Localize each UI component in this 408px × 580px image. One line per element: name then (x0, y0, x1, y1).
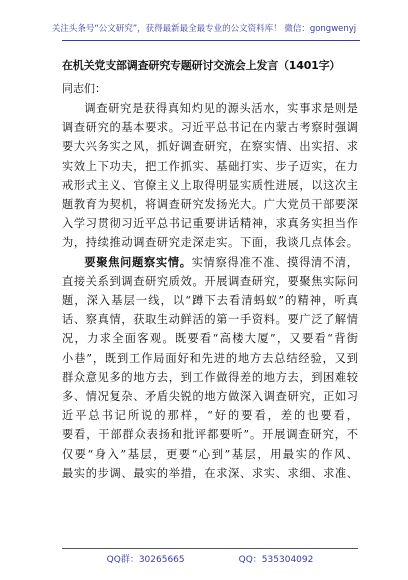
paragraph-2-line: 群众意见多的地方去，到工作做得差的地方去，到困难较 (62, 370, 358, 384)
footer-qq: QQ：535304092 (238, 555, 314, 565)
paragraph-2-line: 直接关系到调查研究质效。开展调查研究，要聚焦实际问 (62, 274, 358, 288)
paragraph-1-line: 实效上下功夫，把工作抓实、基础打实、步子迈实，在力 (62, 159, 358, 173)
document-title: 在机关党支部调查研究专题研讨交流会上发言（1401字） (62, 59, 341, 72)
paragraph-1-line: 调查研究是获得真知灼见的源头活水，实事求是则是 (84, 102, 358, 115)
paragraph-1-line: 要大兴务实之风，抓好调查研究，在察实情、出实招、求 (62, 140, 358, 154)
paragraph-2-first-line (62, 253, 358, 272)
paragraph-2-line: 多、情况复杂、矛盾尖锐的地方做深入调查研究，正如习 (62, 390, 358, 404)
header-note: 关注头条号“公文研究”，获得最新最全最专业的公文资料库！ 微信：gongwenyj (51, 24, 357, 34)
salutation: 同志们： (62, 82, 106, 95)
paragraph-2-line: 仅要“身入”基层，更要“心到”基层，用最实的作风、 (62, 447, 358, 461)
body-text (62, 99, 358, 483)
paragraph-1-line: 戒形式主义、官僚主义上取得明显实质性进展，以这次主 (62, 178, 358, 192)
paragraph-2-line: 实情察得准不准、摸得清不清， (191, 255, 358, 269)
paragraph-2-line: 最实的步调、最实的举措，在求深、求实、求细、求准、 (62, 466, 358, 480)
paragraph-2-line: 近平总书记所说的那样，“好的要看，差的也要看， (62, 409, 358, 423)
paragraph-2-line: 小巷”，既到工作局面好和先进的地方去总结经验，又到 (62, 351, 358, 365)
footer-contact (62, 548, 358, 565)
paragraph-2-line: 题，深入基层一线，以“蹲下去看清蚂蚁”的精神，听真 (62, 294, 358, 308)
paragraph-1-line: 调查研究的基本要求。习近平总书记在内蒙古考察时强调 (62, 121, 358, 135)
paragraph-2-line: 话、察真情，获取生动鲜活的第一手资料。要广泛了解情 (62, 313, 358, 327)
paragraph-1-line: 为，持续推动调查研究走深走实。下面，我谈几点体会。 (62, 236, 358, 250)
paragraph-1-line: 题教育为契机，将调查研究发扬光大。广大党员干部要深 (62, 198, 358, 212)
header-rule (62, 40, 360, 41)
paragraph-2-line: 要看，干部群众表扬和批评都要听”。开展调查研究，不 (62, 428, 358, 442)
footer-qq-group: QQ群：30265665 (106, 555, 185, 565)
paragraph-2-lead: 要聚焦问题察实情。 (84, 255, 192, 269)
paragraph-2-line: 况，力求全面客观。既要看“高楼大厦”，又要看“背街 (62, 332, 358, 346)
paragraph-1-line: 入学习贯彻习近平总书记重要讲话精神，求真务实担当作 (62, 217, 358, 231)
